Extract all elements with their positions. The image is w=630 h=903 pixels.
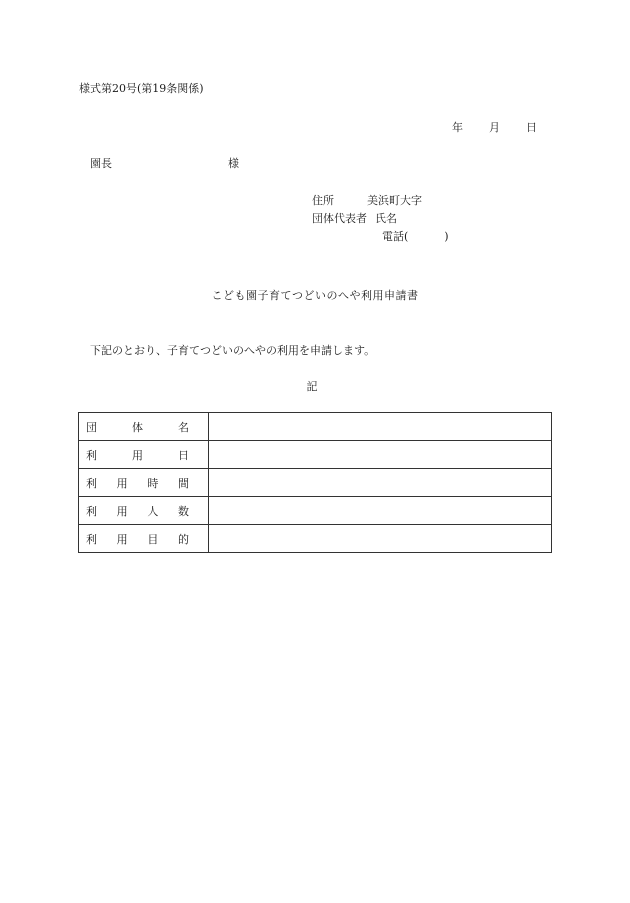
row-label bbox=[86, 419, 189, 435]
row-value-cell[interactable] bbox=[209, 497, 552, 525]
address-label: 住所 bbox=[312, 194, 334, 207]
document-title: こども園子育てつどいのへや利用申請書 bbox=[211, 289, 419, 302]
applicant-block bbox=[312, 192, 449, 246]
row-label-char: 人 bbox=[147, 504, 159, 518]
group-name-row bbox=[79, 413, 552, 441]
applicant-phone-row bbox=[312, 228, 449, 246]
row-label-char: 用 bbox=[116, 532, 128, 546]
row-value-cell[interactable] bbox=[209, 525, 552, 553]
row-label bbox=[86, 531, 189, 547]
representative-label: 団体代表者 bbox=[312, 212, 367, 225]
recipient-line bbox=[90, 155, 239, 171]
day-label: 日 bbox=[526, 121, 537, 134]
row-label-char: 利 bbox=[86, 476, 97, 490]
row-label-char: 利 bbox=[86, 448, 97, 462]
row-label bbox=[86, 503, 189, 519]
name-label: 氏名 bbox=[375, 212, 397, 225]
row-label-char: 的 bbox=[177, 532, 189, 546]
address-value: 美浜町大字 bbox=[367, 194, 422, 207]
usage-date-row bbox=[79, 441, 552, 469]
row-label bbox=[86, 447, 189, 463]
row-label-char: 利 bbox=[86, 504, 97, 518]
row-label-cell bbox=[79, 497, 209, 525]
ki-heading: 記 bbox=[306, 380, 318, 393]
recipient-title: 園長 bbox=[90, 157, 112, 170]
details-table bbox=[78, 412, 552, 553]
row-label-char: 用 bbox=[132, 448, 143, 462]
usage-purpose-row bbox=[79, 525, 552, 553]
year-label: 年 bbox=[452, 121, 463, 134]
row-label bbox=[86, 475, 189, 491]
usage-time-row bbox=[79, 469, 552, 497]
date-line bbox=[452, 119, 537, 135]
phone-close-paren: ) bbox=[444, 230, 449, 243]
row-value-cell[interactable] bbox=[209, 469, 552, 497]
row-label-cell bbox=[79, 413, 209, 441]
row-label-char: 団 bbox=[86, 420, 97, 434]
row-label-char: 体 bbox=[132, 420, 143, 434]
row-label-cell bbox=[79, 469, 209, 497]
form-number: 様式第20号(第19条関係) bbox=[79, 82, 204, 95]
row-label-char: 時 bbox=[147, 476, 159, 490]
row-label-char: 数 bbox=[177, 504, 189, 518]
row-label-cell bbox=[79, 441, 209, 469]
applicant-name-row bbox=[312, 210, 449, 228]
recipient-honorific: 様 bbox=[228, 157, 239, 170]
row-label-char: 用 bbox=[116, 476, 128, 490]
row-label-char: 日 bbox=[178, 448, 189, 462]
row-value-cell[interactable] bbox=[209, 441, 552, 469]
row-value-cell[interactable] bbox=[209, 413, 552, 441]
row-label-char: 用 bbox=[116, 504, 128, 518]
phone-label: 電話( bbox=[382, 230, 409, 243]
row-label-char: 利 bbox=[86, 532, 97, 546]
row-label-char: 間 bbox=[177, 476, 189, 490]
row-label-cell bbox=[79, 525, 209, 553]
usage-count-row bbox=[79, 497, 552, 525]
row-label-char: 目 bbox=[147, 532, 159, 546]
row-label-char: 名 bbox=[178, 420, 189, 434]
applicant-address-row bbox=[312, 192, 449, 210]
body-text: 下記のとおり、子育てつどいのへやの利用を申請します。 bbox=[90, 344, 376, 357]
month-label: 月 bbox=[489, 121, 500, 134]
